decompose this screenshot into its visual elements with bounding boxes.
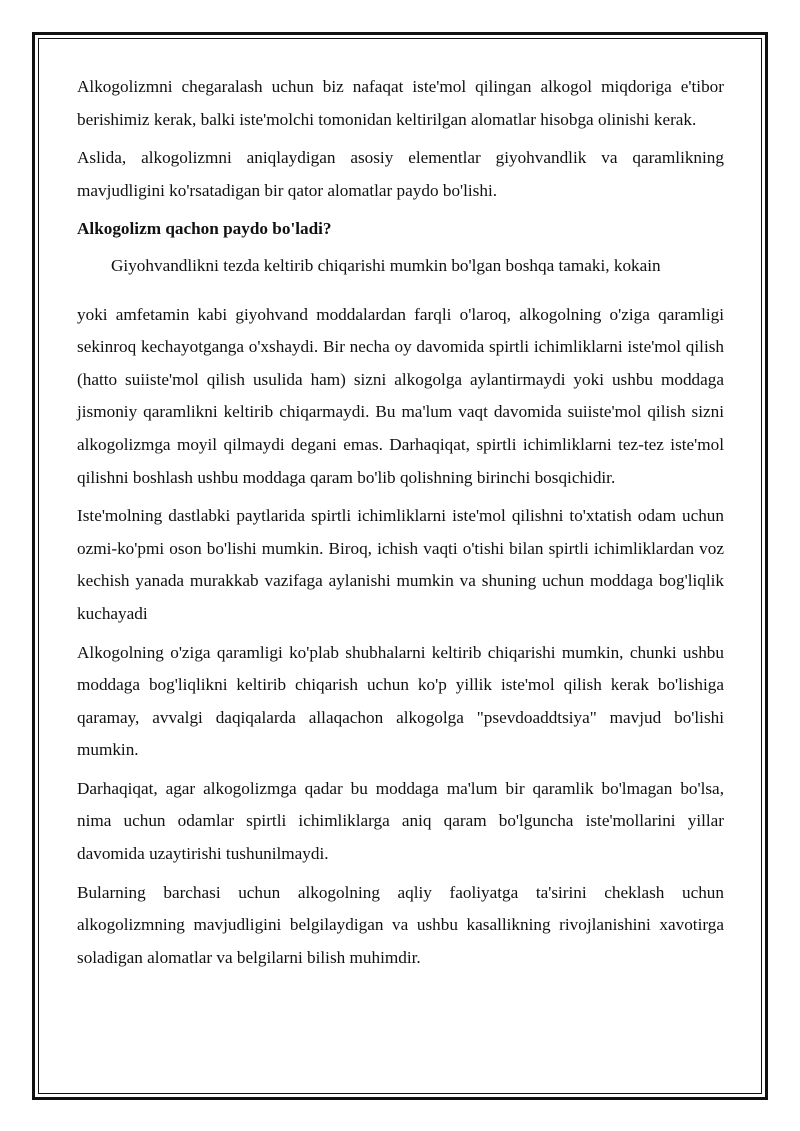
paragraph-intro-1: Alkogolizmni chegaralash uchun biz nafaqat iste'mol qilingan alkogol miqdoriga e'tibor berishimiz kerak, balki iste'molchi tomonidan keltirilgan alomatlar hisobga olinishi kerak. bbox=[77, 77, 724, 129]
paragraph-section-1: Giyohvandlikni tezda keltirib chiqarishi mumkin bo'lgan boshqa tamaki, kokain bbox=[111, 255, 661, 275]
paragraph-section-2: yoki amfetamin kabi giyohvand moddalardan farqli o'laroq, alkogolning o'ziga qaramligi sekinroq kechayotganga o'xshaydi. Bir necha oy davomida spirtli ichimliklarni iste'mol qilish (hatto suiiste'mol qilish usulida ham) sizni alkogolga aylantirmaydi yoki ushbu moddaga jismoniy qaramlikni keltirib chiqarmaydi. Bu ma'lum vaqt davomida suiiste'mol qilish sizni alkogolizmga moyil qilmaydi degani emas. Darhaqiqat, spirtli ichimliklarni tez-tez iste'mol qilishni boshlash ushbu moddaga qaram bo'lib qolishning birinchi bosqichidir. bbox=[77, 304, 724, 487]
paragraph-section-6: Bularning barchasi uchun alkogolning aqliy faoliyatga ta'sirini cheklash uchun alkogolizmning mavjudligini belgilaydigan va ushbu kasallikning rivojlanishini xavotirga soladigan alomatlar va belgilarni bilish muhimdir. bbox=[77, 882, 724, 967]
section-heading: Alkogolizm qachon paydo bo'ladi? bbox=[77, 219, 332, 239]
document-body bbox=[77, 71, 724, 980]
paragraph-section-4: Alkogolning o'ziga qaramligi ko'plab shubhalarni keltirib chiqarishi mumkin, chunki ushbu moddaga bog'liqlikni keltirib chiqarish uchun ko'p yillik iste'mol qilish kerak bo'lishiga qaramay, avvalgi daqiqalarda allaqachon alkogolga "psevdoaddtsiya" mavjud bo'lishi mumkin. bbox=[77, 642, 724, 760]
paragraph-intro-2: Aslida, alkogolizmni aniqlaydigan asosiy elementlar giyohvandlik va qaramlikning mavjudligini ko'rsatadigan bir qator alomatlar paydo bo'lishi. bbox=[77, 148, 724, 200]
paragraph-section-5: Darhaqiqat, agar alkogolizmga qadar bu moddaga ma'lum bir qaramlik bo'lmagan bo'lsa, nima uchun odamlar spirtli ichimliklarga aniq qaram bo'lguncha iste'mollarini yillar davomida uzaytirishi tushunilmaydi. bbox=[77, 778, 724, 864]
paragraph-section-3: Iste'molning dastlabki paytlarida spirtli ichimliklarni iste'mol qilishni to'xtatish odam uchun ozmi-ko'pmi oson bo'lishi mumkin. Biroq, ichish vaqti o'tishi bilan spirtli ichimliklardan voz kechish yanada murakkab vazifaga aylanishi mumkin va shuning uchun moddaga bog'liqlik kuchayadi bbox=[77, 506, 724, 623]
